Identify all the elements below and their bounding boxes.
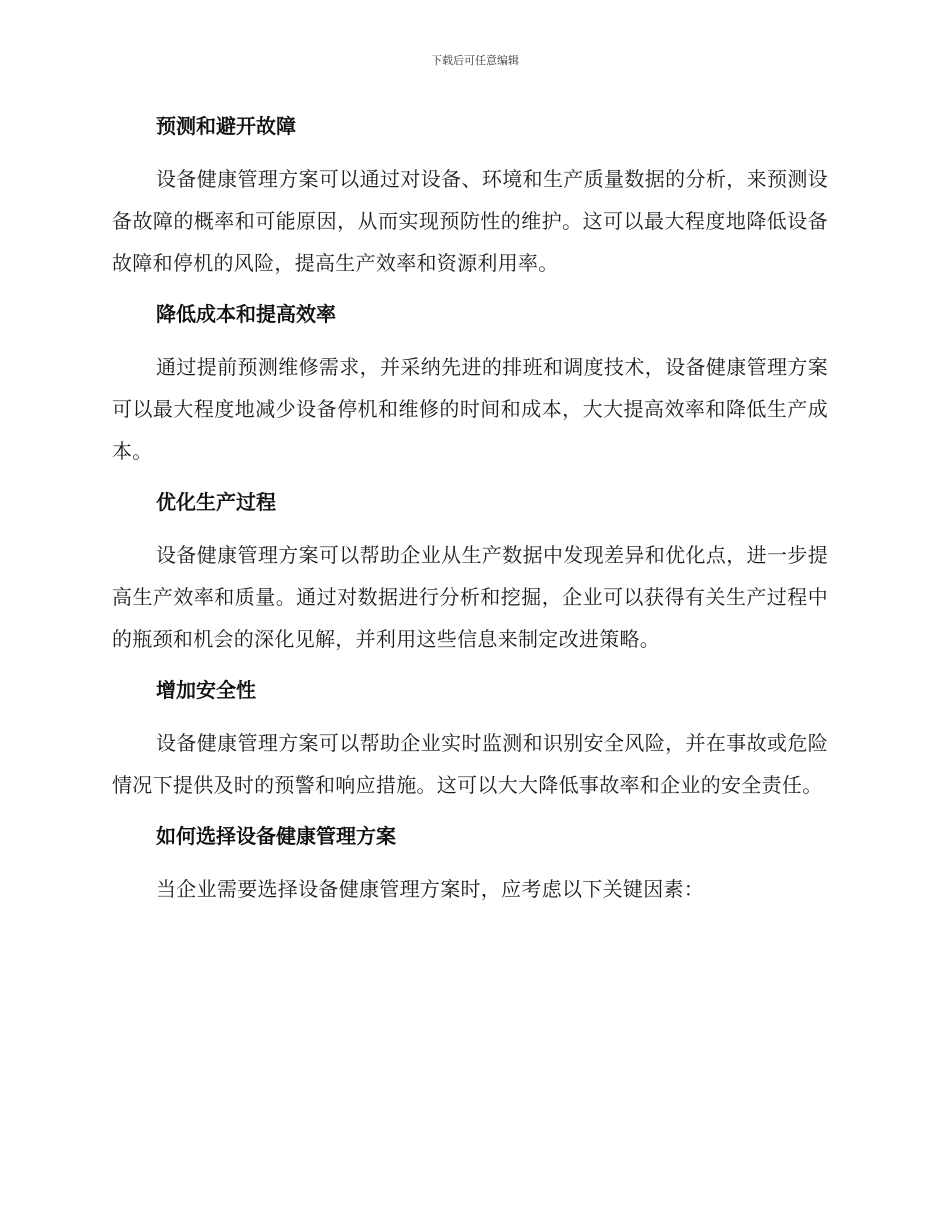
section-cost-efficiency <box>112 298 828 472</box>
section-safety <box>112 674 828 806</box>
section-heading: 如何选择设备健康管理方案 <box>156 824 396 848</box>
header-note: 下载后可任意编辑 <box>431 54 519 67</box>
document-body <box>112 110 828 924</box>
section-paragraph: 设备健康管理方案可以帮助企业从生产数据中发现差异和优化点，进一步提高生产效率和质量。通过对数据进行分析和挖掘，企业可以获得有关生产过程中的瓶颈和机会的深化见解，并利用这些信息来制定改进策略。 <box>112 543 828 651</box>
section-paragraph: 当企业需要选择设备健康管理方案时，应考虑以下关键因素： <box>156 877 705 901</box>
section-paragraph: 通过提前预测维修需求，并采纳先进的排班和调度技术，设备健康管理方案可以最大程度地减少设备停机和维修的时间和成本，大大提高效率和降低生产成本。 <box>112 355 828 463</box>
section-heading: 优化生产过程 <box>156 490 276 514</box>
section-heading: 降低成本和提高效率 <box>156 302 336 326</box>
section-fault-prediction <box>112 110 828 284</box>
section-paragraph: 设备健康管理方案可以通过对设备、环境和生产质量数据的分析，来预测设备故障的概率和可能原因，从而实现预防性的维护。这可以最大程度地降低设备故障和停机的风险，提高生产效率和资源利用率。 <box>112 167 828 275</box>
section-heading: 增加安全性 <box>156 678 256 702</box>
section-paragraph: 设备健康管理方案可以帮助企业实时监测和识别安全风险，并在事故或危险情况下提供及时的预警和响应措施。这可以大大降低事故率和企业的安全责任。 <box>112 731 828 797</box>
section-heading: 预测和避开故障 <box>156 114 296 138</box>
section-process-optimization <box>112 486 828 660</box>
section-how-to-choose <box>112 820 828 910</box>
